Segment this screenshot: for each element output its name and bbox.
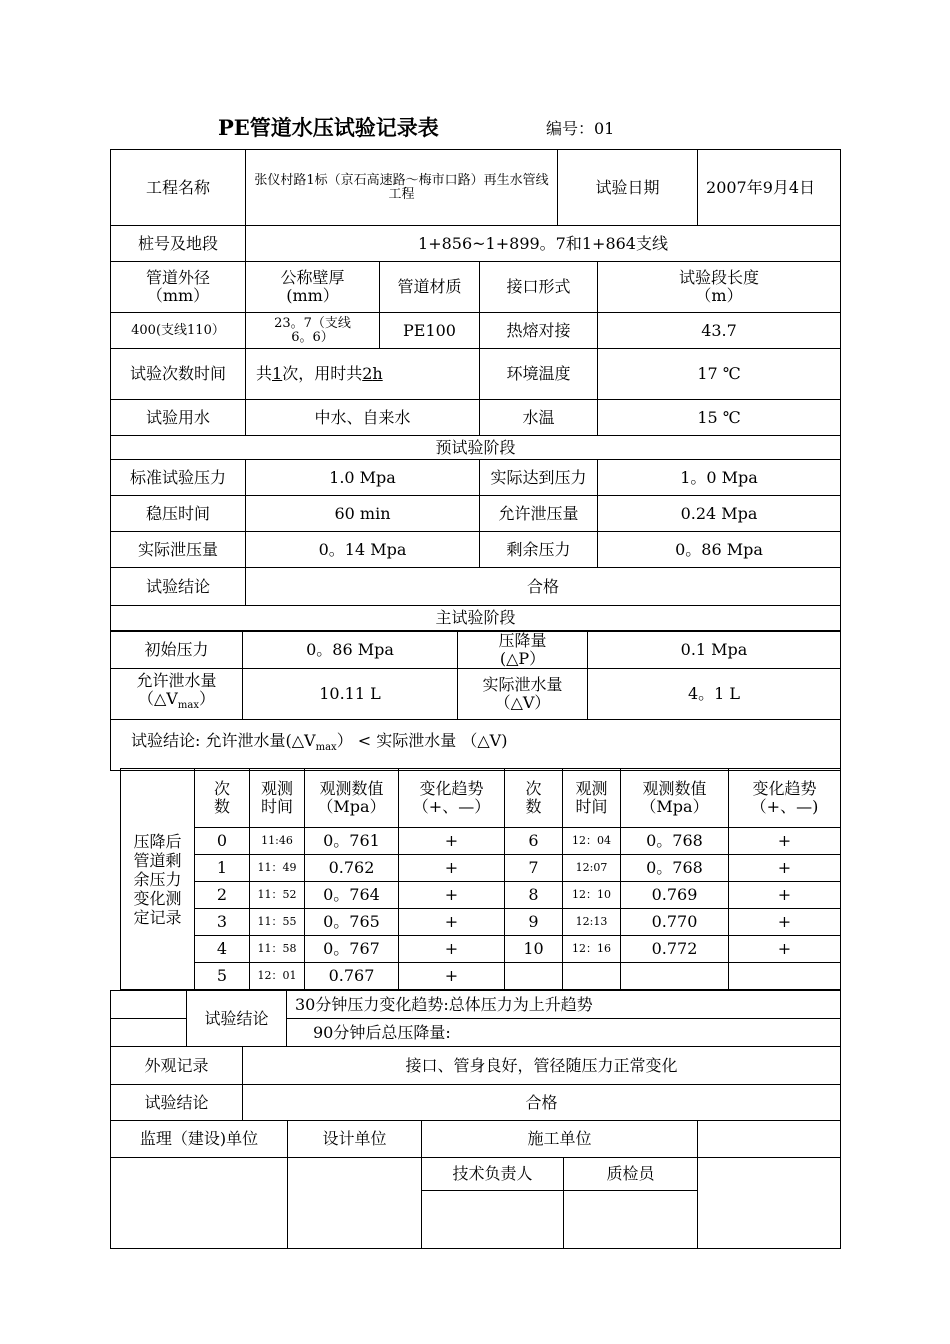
- obs-value-2: 0.769: [621, 882, 729, 909]
- col-value-header-2: 观测数值（Mpa）: [621, 769, 729, 828]
- design-signature: [288, 1158, 422, 1249]
- table-row: [121, 909, 841, 936]
- col-count-header: 次数: [195, 769, 250, 828]
- obs-trend: +: [399, 882, 505, 909]
- obs-trend-2: +: [729, 909, 841, 936]
- obs-count-2: 10: [505, 936, 563, 963]
- hold-time-value: 60 min: [246, 496, 480, 532]
- remain-pressure-label: 剩余压力: [480, 532, 598, 568]
- col-trend-header: 变化趋势（+、—）: [399, 769, 505, 828]
- obs-time: 11:46: [250, 828, 305, 855]
- appearance-label: 外观记录: [111, 1047, 243, 1085]
- obs-time-2: 12：10: [563, 882, 621, 909]
- design-label: 设计单位: [288, 1121, 422, 1158]
- appearance-table: [110, 1046, 841, 1121]
- initial-pressure-label: 初始压力: [111, 632, 243, 669]
- obs-trend: +: [399, 963, 505, 990]
- col-time-header: 观测时间: [250, 769, 305, 828]
- summary-line-1: 30分钟压力变化趋势:总体压力为上升趋势: [287, 991, 841, 1019]
- obs-time-2: 12:07: [563, 855, 621, 882]
- section-length-value: 43.7: [598, 313, 841, 349]
- initial-pressure-value: 0。86 Mpa: [243, 632, 458, 669]
- obs-count-2: 6: [505, 828, 563, 855]
- obs-trend-2: +: [729, 855, 841, 882]
- station-value: 1+856~1+899。7和1+864支线: [246, 226, 841, 262]
- joint-type-value: 热熔对接: [480, 313, 598, 349]
- obs-trend: +: [399, 909, 505, 936]
- pre-conclusion-value: 合格: [246, 568, 841, 606]
- actual-pressure-value: 1。0 Mpa: [598, 460, 841, 496]
- summary-line-2: 90分钟后总压降量:: [287, 1019, 841, 1047]
- table-row: [121, 855, 841, 882]
- real-drop-value: 0。14 Mpa: [246, 532, 480, 568]
- wall-thickness-value: 23。7（支线6。6）: [246, 313, 380, 349]
- obs-trend-2: +: [729, 936, 841, 963]
- col-count-header-2: 次数: [505, 769, 563, 828]
- water-temp-label: 水温: [480, 400, 598, 436]
- joint-type-label: 接口形式: [480, 262, 598, 313]
- record-number: 编号：01: [546, 119, 615, 138]
- summary-spacer: [111, 1019, 187, 1047]
- obs-value-2: 0。768: [621, 828, 729, 855]
- obs-trend-2: +: [729, 828, 841, 855]
- supervisor-signature: [111, 1158, 288, 1249]
- test-date-label: 试验日期: [558, 150, 698, 226]
- allowed-leak-label: 允许泄水量 $(\triangle V_{max})$: [111, 669, 243, 720]
- supervisor-label: 监理（建设)单位: [111, 1121, 288, 1158]
- col-time-header-2: 观测时间: [563, 769, 621, 828]
- obs-count: 4: [195, 936, 250, 963]
- pipe-material-value: PE100: [380, 313, 480, 349]
- table-row: [121, 963, 841, 990]
- obs-time: 11：49: [250, 855, 305, 882]
- tech-lead-label: 技术负责人: [422, 1158, 564, 1191]
- summary-table: [110, 990, 841, 1047]
- pre-test-section-title: 预试验阶段: [111, 436, 841, 460]
- table-row: [121, 882, 841, 909]
- real-leak-value: 4。1 L: [588, 669, 841, 720]
- obs-time-2: 12：04: [563, 828, 621, 855]
- obs-trend: +: [399, 828, 505, 855]
- obs-value: 0。767: [305, 936, 399, 963]
- final-conclusion-value: 合格: [243, 1085, 841, 1121]
- allowed-leak-value: 10.11 L: [243, 669, 458, 720]
- main-test-table: [110, 631, 841, 771]
- obs-trend: +: [399, 855, 505, 882]
- final-conclusion-label: 试验结论: [111, 1085, 243, 1121]
- obs-time: 12：01: [250, 963, 305, 990]
- obs-time-2: [563, 963, 621, 990]
- main-test-section-title: 主试验阶段: [111, 606, 841, 631]
- obs-time-2: 12:13: [563, 909, 621, 936]
- signature-blank: [698, 1121, 841, 1158]
- allowed-drop-value: 0.24 Mpa: [598, 496, 841, 532]
- actual-pressure-label: 实际达到压力: [480, 460, 598, 496]
- obs-value-2: 0.770: [621, 909, 729, 936]
- test-water-label: 试验用水: [111, 400, 246, 436]
- wall-thickness-label: 公称壁厚(mm）: [246, 262, 380, 313]
- info-table: [110, 149, 841, 631]
- pipe-od-label: 管道外径（mm）: [111, 262, 246, 313]
- std-pressure-value: 1.0 Mpa: [246, 460, 480, 496]
- station-label: 桩号及地段: [111, 226, 246, 262]
- pipe-material-label: 管道材质: [380, 262, 480, 313]
- qc-signature: [564, 1191, 698, 1249]
- obs-time-2: 12：16: [563, 936, 621, 963]
- record-side-label: 压降后管道剩余压力变化测定记录: [121, 769, 195, 990]
- pressure-drop-label: 压降量(△P）: [458, 632, 588, 669]
- table-row: [121, 936, 841, 963]
- obs-count-2: 9: [505, 909, 563, 936]
- hold-time-label: 稳压时间: [111, 496, 246, 532]
- obs-trend-2: +: [729, 882, 841, 909]
- test-water-value: 中水、自来水: [246, 400, 480, 436]
- test-count-label: 试验次数时间: [111, 349, 246, 400]
- test-date-value: 2007年9月4日: [698, 150, 841, 226]
- obs-count-2: 7: [505, 855, 563, 882]
- obs-value: 0。765: [305, 909, 399, 936]
- remain-pressure-value: 0。86 Mpa: [598, 532, 841, 568]
- obs-value: 0.762: [305, 855, 399, 882]
- obs-trend: +: [399, 936, 505, 963]
- obs-count-2: [505, 963, 563, 990]
- ambient-temp-label: 环境温度: [480, 349, 598, 400]
- summary-label: 试验结论: [187, 991, 287, 1047]
- obs-time: 11：55: [250, 909, 305, 936]
- obs-time: 11：58: [250, 936, 305, 963]
- project-name-value: 张仪村路1标（京石高速路～梅市口路）再生水管线工程: [246, 150, 558, 226]
- water-temp-value: 15 ℃: [598, 400, 841, 436]
- obs-trend-2: [729, 963, 841, 990]
- table-row: [121, 828, 841, 855]
- obs-count: 5: [195, 963, 250, 990]
- summary-spacer: [111, 991, 187, 1019]
- std-pressure-label: 标准试验压力: [111, 460, 246, 496]
- signature-blank: [698, 1158, 841, 1249]
- test-count-value: 共1次，用时共2h: [246, 349, 480, 400]
- tech-lead-signature: [422, 1191, 564, 1249]
- real-drop-label: 实际泄压量: [111, 532, 246, 568]
- allowed-drop-label: 允许泄压量: [480, 496, 598, 532]
- obs-value: 0。764: [305, 882, 399, 909]
- obs-time: 11：52: [250, 882, 305, 909]
- ambient-temp-value: 17 ℃: [598, 349, 841, 400]
- obs-count-2: 8: [505, 882, 563, 909]
- observation-table: [120, 768, 841, 990]
- obs-count: 1: [195, 855, 250, 882]
- construction-label: 施工单位: [422, 1121, 698, 1158]
- pre-conclusion-label: 试验结论: [111, 568, 246, 606]
- obs-value-2: [621, 963, 729, 990]
- page-title: PE管道水压试验记录表: [218, 115, 439, 140]
- obs-count: 0: [195, 828, 250, 855]
- obs-count: 3: [195, 909, 250, 936]
- signature-table: [110, 1120, 841, 1249]
- appearance-value: 接口、管身良好，管径随压力正常变化: [243, 1047, 841, 1085]
- real-leak-label: 实际泄水量（△V）: [458, 669, 588, 720]
- obs-value: 0.767: [305, 963, 399, 990]
- pipe-od-value: 400(支线110）: [111, 313, 246, 349]
- col-value-header: 观测数值（Mpa）: [305, 769, 399, 828]
- main-conclusion: 试验结论: 允许泄水量$(\triangle V_{max})$ < 实际泄水量 （△V): [111, 720, 841, 771]
- obs-value: 0。761: [305, 828, 399, 855]
- section-length-label: 试验段长度（m）: [598, 262, 841, 313]
- qc-label: 质检员: [564, 1158, 698, 1191]
- col-trend-header-2: 变化趋势（+、—): [729, 769, 841, 828]
- obs-value-2: 0.772: [621, 936, 729, 963]
- project-name-label: 工程名称: [111, 150, 246, 226]
- pressure-drop-value: 0.1 Mpa: [588, 632, 841, 669]
- obs-value-2: 0。768: [621, 855, 729, 882]
- obs-count: 2: [195, 882, 250, 909]
